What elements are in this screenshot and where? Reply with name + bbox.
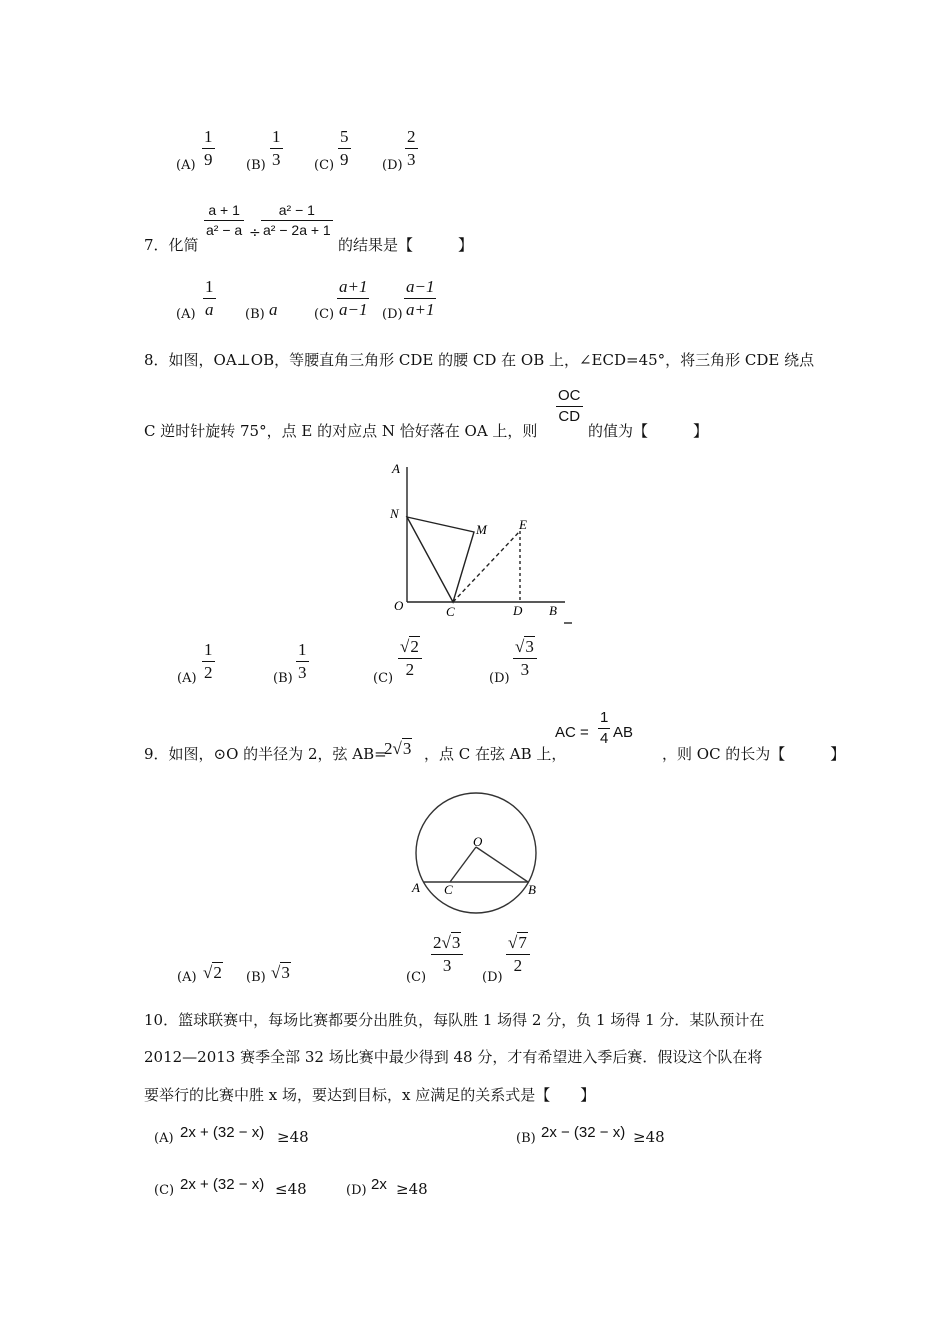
q9-post: ，则 OC 的长为【 】 [662, 745, 846, 763]
q7-option-d-value: a−1 a+1 [406, 277, 435, 319]
q6-option-c-value: 5 9 [340, 127, 349, 169]
q7-fraction-1: a + 1 a² − a [206, 202, 243, 238]
q9-ac-rhs: AB [613, 724, 634, 741]
q7-option-b-value: a [269, 300, 278, 319]
q10-option-d-expression: 2x [371, 1176, 387, 1193]
q8-label-n: N [390, 506, 399, 521]
q9-mid: ，点 C 在弦 AB 上， [424, 745, 567, 763]
q9-option-c-value: 2√3 3 [431, 934, 463, 975]
q6-option-a-value: 1 9 [204, 127, 213, 169]
q9-ac-lhs: AC = [555, 724, 589, 741]
q10-line-3: 要举行的比赛中胜 x 场，要达到目标，x 应满足的关系式是【 】 [144, 1086, 596, 1104]
q10-option-a-expression: 2x + (32 − x) [180, 1124, 265, 1141]
q7-suffix: 的结果是【 】 [338, 236, 474, 254]
q9-label-c: C [444, 882, 453, 897]
q9-label-a: A [412, 880, 420, 895]
q8-label-m: M [476, 522, 487, 537]
q8-option-d-label: (D) [489, 671, 510, 686]
q9-ac-fraction: 1 4 [600, 709, 609, 747]
q9-figure [405, 790, 555, 915]
q6-option-d-label: (D) [382, 158, 403, 173]
q8-option-d-value: √3 3 [513, 638, 537, 679]
q9-option-d-value: √7 2 [506, 934, 530, 975]
q9-ab-value: 2√3 [384, 739, 412, 758]
q10-option-c-expression: 2x + (32 − x) [180, 1176, 265, 1193]
q9-option-c-label: (C) [406, 970, 427, 985]
q7-option-c-value: a+1 a−1 [339, 277, 368, 319]
q8-triangle-cnm [407, 517, 474, 602]
q7-option-d-label: (D) [382, 307, 403, 322]
q8-label-b: B [549, 603, 557, 618]
q7-fraction-2: a² − 1 a² − 2a + 1 [263, 202, 331, 238]
q7-option-a-value: 1 a [205, 277, 214, 319]
q9-segment-oc [450, 847, 476, 882]
q9-option-a-value: √2 [203, 963, 222, 982]
q10-option-b-label: (B) [516, 1131, 536, 1146]
q6-option-b-value: 1 3 [272, 127, 281, 169]
q10-option-a-label: (A) [154, 1131, 174, 1146]
q7-option-b-label: (B) [245, 307, 265, 322]
q10-option-b-relation: ≥48 [633, 1128, 665, 1146]
q8-label-o: O [394, 598, 404, 613]
q8-option-c-value: √2 2 [398, 638, 422, 679]
q10-option-a-relation: ≥48 [277, 1128, 309, 1146]
q9-option-a-label: (A) [177, 970, 197, 985]
q7-option-c-label: (C) [314, 307, 335, 322]
q9-circle [416, 793, 536, 913]
q9-label-b: B [528, 882, 536, 897]
q10-option-c-label: (C) [154, 1183, 175, 1198]
q9-segment-ob [476, 847, 528, 882]
q6-option-a-label: (A) [176, 158, 196, 173]
q8-option-a-label: (A) [177, 671, 197, 686]
q10-option-d-label: (D) [346, 1183, 367, 1198]
q9-label-o: O [473, 834, 483, 849]
q7-option-a-label: (A) [176, 307, 196, 322]
q10-line-2: 2012—2013 赛季全部 32 场比赛中最少得到 48 分，才有希望进入季后赛．假设这个队在将 [144, 1048, 763, 1066]
q8-ratio-fraction: OC CD [558, 387, 581, 425]
q9-option-b-value: √3 [271, 963, 290, 982]
q9-option-b-label: (B) [246, 970, 266, 985]
q6-option-d-value: 2 3 [407, 127, 416, 169]
q10-line-1: 10．篮球联赛中，每场比赛都要分出胜负，每队胜 1 场得 2 分，负 1 场得 1 分．某队预计在 [144, 1011, 765, 1029]
q9-option-d-label: (D) [482, 970, 503, 985]
q9-prefix: 9．如图，⊙O 的半径为 2，弦 AB= [144, 745, 387, 763]
q10-option-d-relation: ≥48 [396, 1180, 428, 1198]
q7-divide-operator: ÷ [249, 225, 261, 241]
q8-label-c: C [446, 604, 455, 619]
q8-option-b-value: 1 3 [298, 640, 307, 682]
q8-option-b-label: (B) [273, 671, 293, 686]
q6-option-b-label: (B) [246, 158, 266, 173]
q8-label-a: A [392, 461, 400, 476]
q7-prefix: 7．化简 [144, 236, 199, 254]
q8-line-1: 8．如图，OA⊥OB，等腰直角三角形 CDE 的腰 CD 在 OB 上，∠ECD=45°，将三角形 CDE 绕点 [144, 351, 815, 369]
q8-figure [380, 455, 580, 630]
q10-option-b-expression: 2x − (32 − x) [541, 1124, 626, 1141]
q8-line-2-post: 的值为【 】 [588, 422, 709, 440]
q8-option-a-value: 1 2 [204, 640, 213, 682]
q8-line-2-pre: C 逆时针旋转 75°，点 E 的对应点 N 恰好落在 OA 上，则 [144, 422, 538, 440]
q8-label-e: E [519, 517, 527, 532]
q8-label-d: D [513, 603, 523, 618]
q10-option-c-relation: ≤48 [275, 1180, 307, 1198]
q6-option-c-label: (C) [314, 158, 335, 173]
q8-option-c-label: (C) [373, 671, 394, 686]
